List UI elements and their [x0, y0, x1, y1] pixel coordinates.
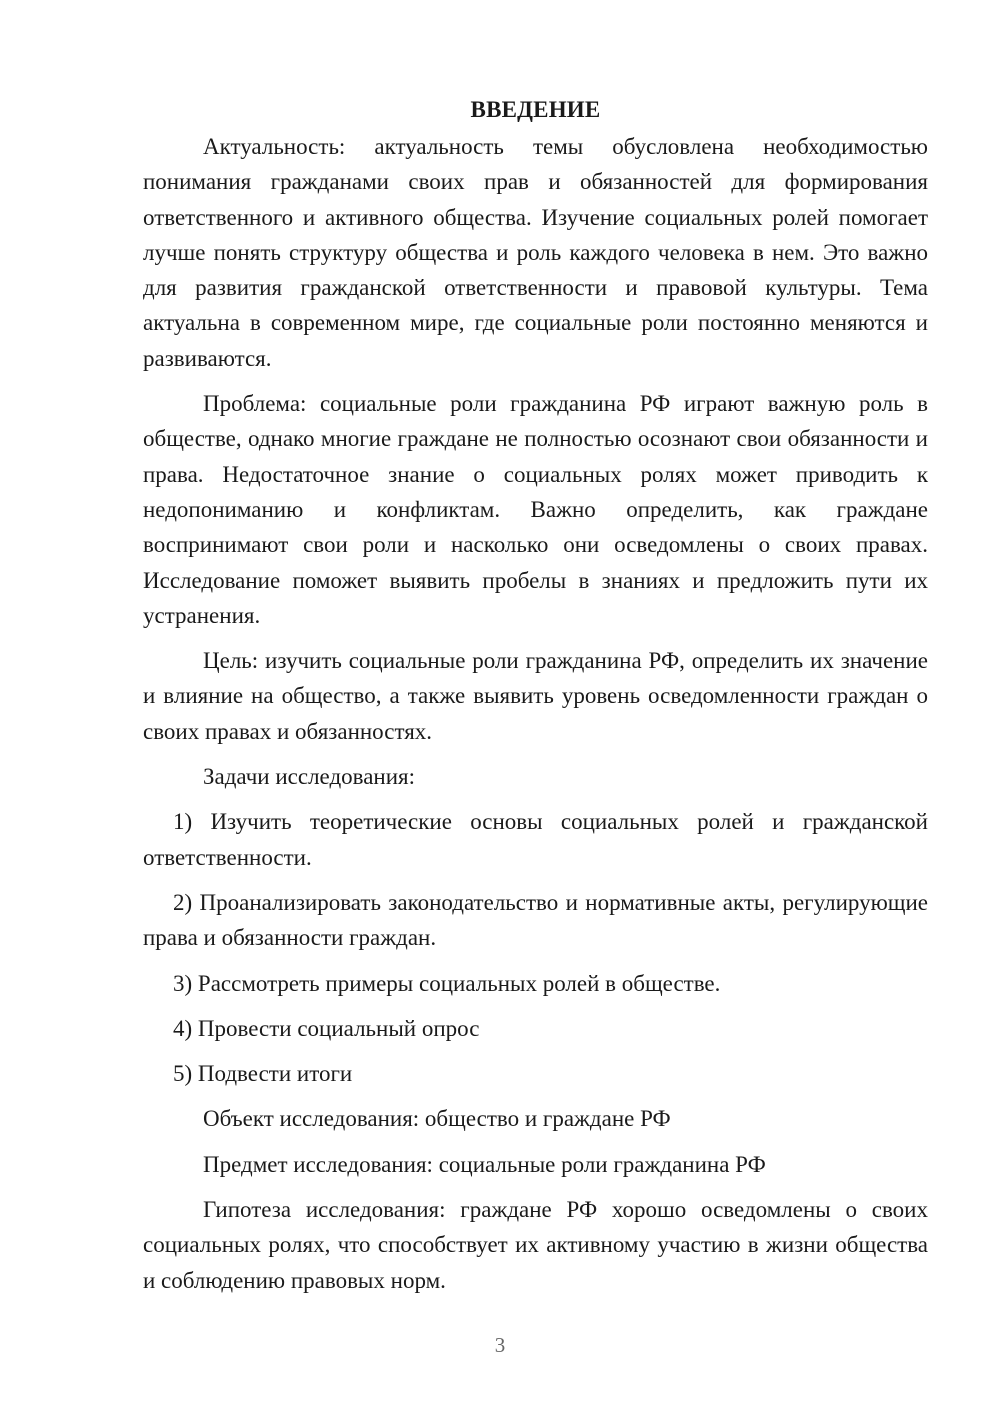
task-item-3: 3) Рассмотреть примеры социальных ролей в обществе.	[173, 970, 721, 996]
tasks-heading: Задачи исследования:	[203, 764, 416, 790]
task-item-5: 5) Подвести итоги	[173, 1061, 353, 1087]
document-page	[143, 92, 928, 1308]
relevance-paragraph: Актуальность: актуальность темы обусловлена необходимостью понимания гражданами своих прав и обязанностей для формирования ответственного и активного общества. Изучение социальных ролей помогает лучше понять структуру общества и роль каждого человека в нем. Это важно для развития гражданской ответственности и правовой культуры. Тема актуальна в современном мире, где социальные роли постоянно меняются и развиваются.	[143, 134, 928, 371]
hypothesis-paragraph: Гипотеза исследования: граждане РФ хорошо осведомлены о своих социальных ролях, что способствует их активному участию в жизни общества и соблюдению правовых норм.	[143, 1197, 928, 1293]
task-item-1: 1) Изучить теоретические основы социальных ролей и гражданской ответственности.	[143, 809, 928, 870]
object-paragraph: Объект исследования: общество и граждане РФ	[203, 1106, 671, 1132]
task-item-4: 4) Провести социальный опрос	[173, 1015, 480, 1041]
goal-paragraph: Цель: изучить социальные роли гражданина РФ, определить их значение и влияние на общество, а также выявить уровень осведомленности граждан о своих правах и обязанностях.	[143, 648, 928, 744]
subject-paragraph: Предмет исследования: социальные роли гражданина РФ	[203, 1151, 766, 1177]
page-number: 3	[494, 1333, 506, 1357]
task-item-2: 2) Проанализировать законодательство и нормативные акты, регулирующие права и обязанности граждан.	[143, 889, 928, 951]
page-title: ВВЕДЕНИЕ	[470, 97, 601, 122]
problem-paragraph: Проблема: социальные роли гражданина РФ играют важную роль в обществе, однако многие граждане не полностью осознают свои обязанности и права. Недостаточное знание о социальных ролях может приводить к недопониманию и конфликтам. Важно определить, как граждане воспринимают свои роли и насколько они осведомлены о своих правах. Исследование поможет выявить пробелы в знаниях и предложить пути их устранения.	[143, 391, 928, 628]
